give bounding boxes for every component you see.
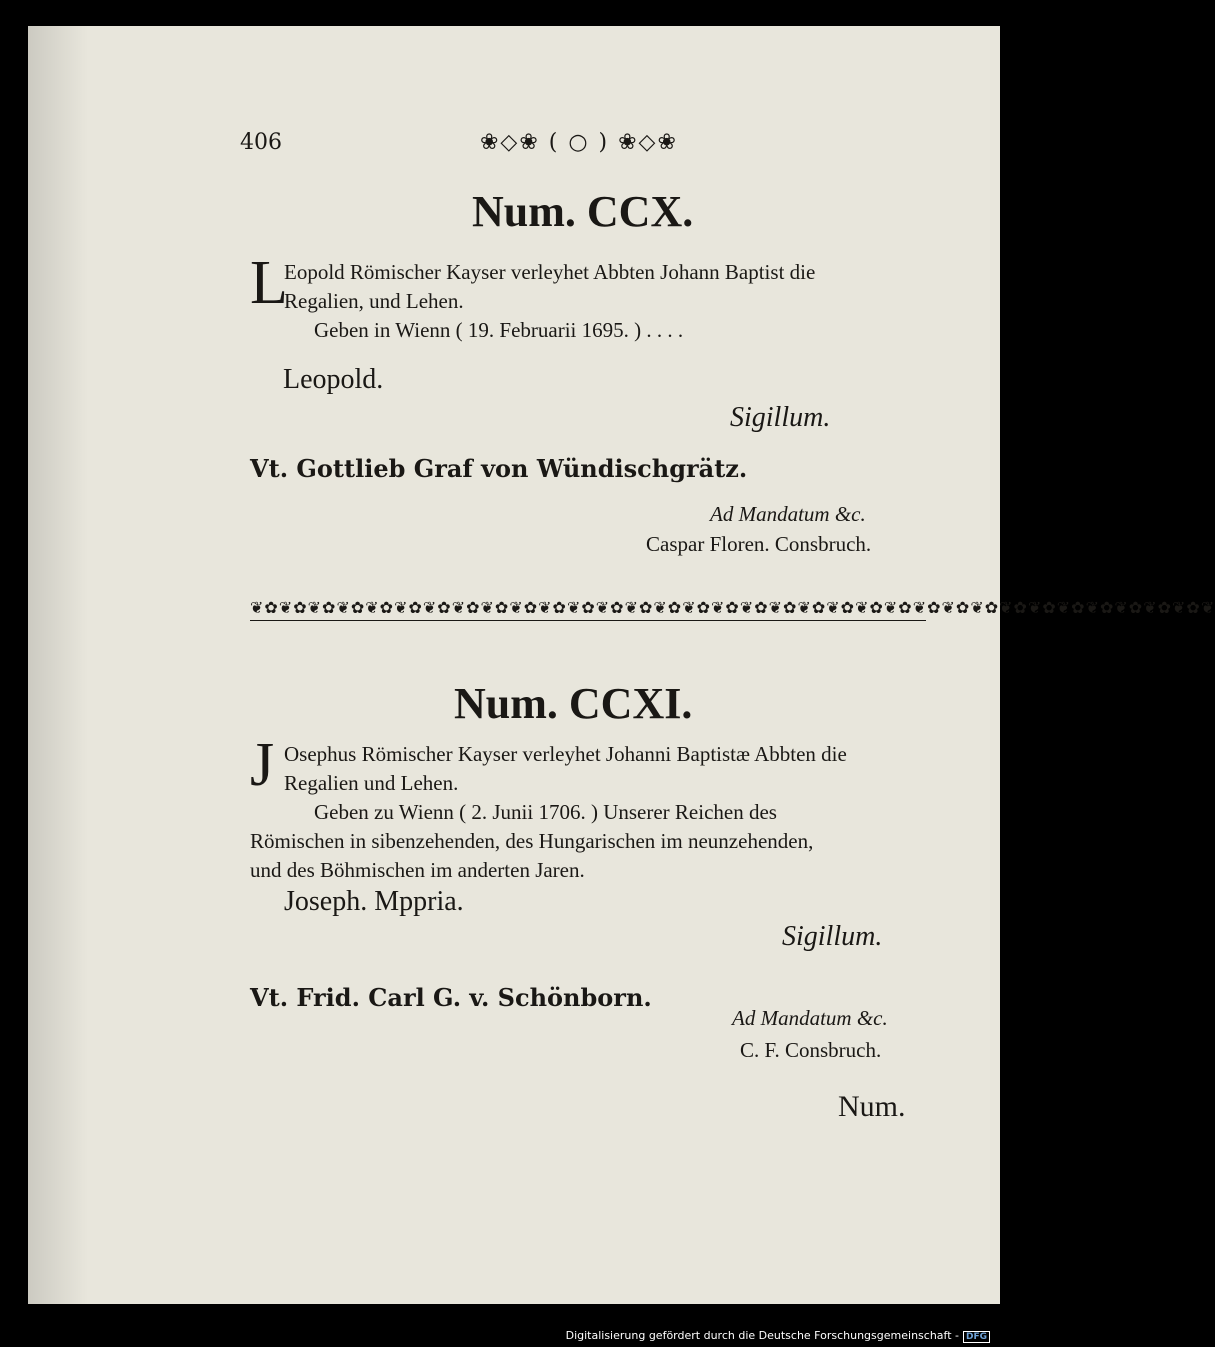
date-line: Geben zu Wienn ( 2. Junii 1706. ) Unserer Reichen des <box>314 800 777 824</box>
section-title-ccx: Num. CCX. <box>472 187 694 236</box>
ornamental-divider: ❦✿❦✿❦✿❦✿❦✿❦✿❦✿❦✿❦✿❦✿❦✿❦✿❦✿❦✿❦✿❦✿❦✿❦✿❦✿❦✿❦✿❦✿❦✿❦✿❦✿❦✿❦✿❦✿❦✿❦✿❦✿❦✿❦✿❦ <box>250 598 926 622</box>
mandate-note: Ad Mandatum &c. <box>710 502 866 526</box>
secretary-name: C. F. Consbruch. <box>740 1038 882 1062</box>
body-line: und des Böhmischen im anderten Jaren. <box>250 858 585 882</box>
date-line: Geben in Wienn ( 19. Februarii 1695. ) . . . . <box>314 318 684 342</box>
body-line: Römischen in sibenzehenden, des Hungarischen im neunzehenden, <box>250 829 814 853</box>
footer-text: Digitalisierung gefördert durch die Deutsche Forschungsgemeinschaft - <box>565 1329 959 1342</box>
drop-cap-j: J <box>250 731 275 799</box>
countersignature: Vt. Gottlieb Graf von Wündischgrätz. <box>250 454 748 483</box>
signature-joseph: Joseph. Mppria. <box>284 886 464 917</box>
body-line: Eopold Römischer Kayser verleyhet Abbten Johann Baptist die <box>284 260 816 284</box>
document-page <box>28 26 1215 1304</box>
funding-footer <box>566 1329 990 1343</box>
body-line: Regalien, und Lehen. <box>284 289 464 313</box>
seal-label: Sigillum. <box>782 921 883 952</box>
body-line: Osephus Römischer Kayser verleyhet Johanni Baptistæ Abbten die <box>284 742 847 766</box>
mandate-note: Ad Mandatum &c. <box>732 1006 888 1030</box>
secretary-name: Caspar Floren. Consbruch. <box>646 532 872 556</box>
signature-leopold: Leopold. <box>283 364 384 395</box>
drop-cap-l: L <box>250 249 288 317</box>
dfg-logo: DFG <box>963 1331 990 1343</box>
body-line: Regalien und Lehen. <box>284 771 459 795</box>
seal-label: Sigillum. <box>730 402 831 433</box>
section-title-ccxi: Num. CCXI. <box>454 679 693 728</box>
catchword: Num. <box>838 1090 906 1123</box>
countersignature: Vt. Frid. Carl G. v. Schönborn. <box>250 983 652 1012</box>
header-ornament: ❀◇❀ ( ○ ) ❀◇❀ <box>480 130 678 155</box>
page-number: 406 <box>240 130 282 155</box>
